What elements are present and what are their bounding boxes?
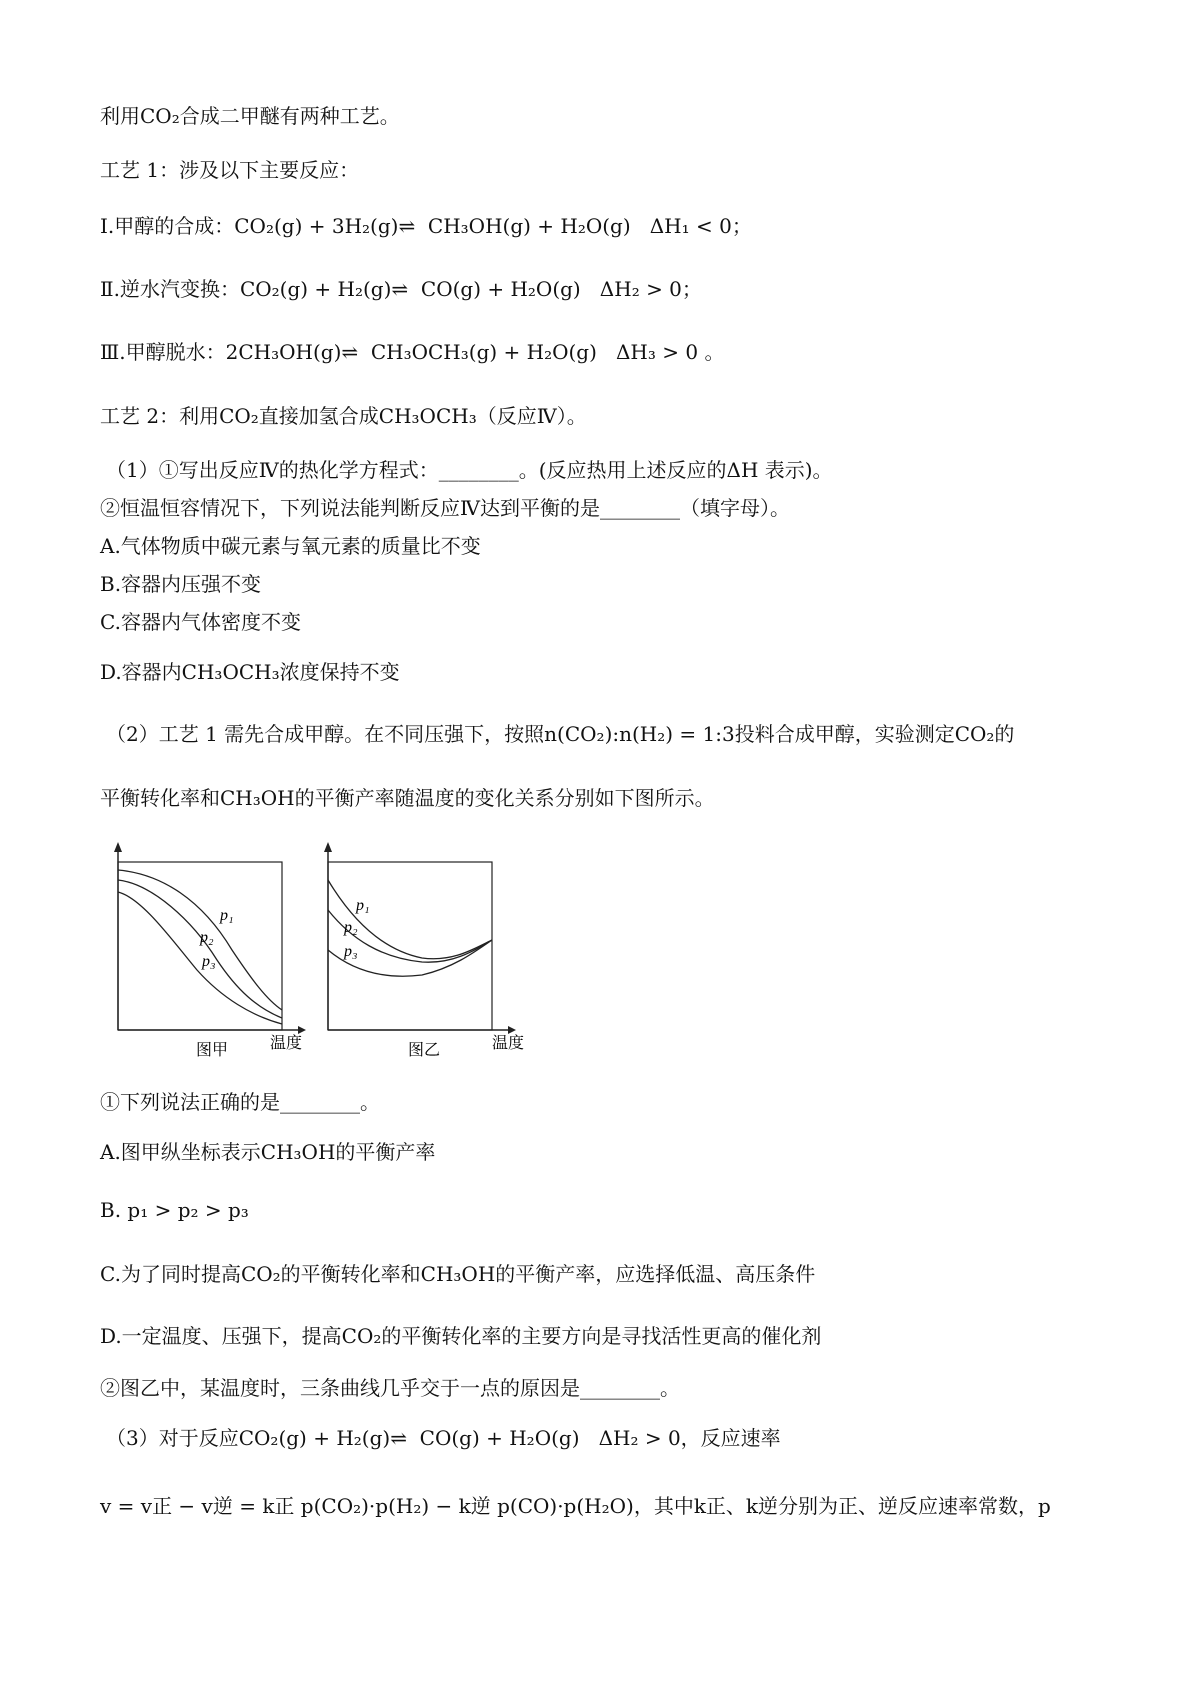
- text-line: ②恒温恒容情况下，下列说法能判断反应Ⅳ达到平衡的是________（填字母）。: [100, 496, 790, 520]
- right-caption: 图乙: [408, 1042, 441, 1059]
- curve-label: p₃: [202, 953, 216, 970]
- text-line: D.容器内CH₃OCH₃浓度保持不变: [100, 660, 400, 684]
- x-axis-label: 温度: [492, 1035, 525, 1052]
- right-panel: [324, 842, 524, 1059]
- text-line: D.一定温度、压强下，提高CO₂的平衡转化率的主要方向是寻找活性更高的催化剂: [100, 1324, 822, 1348]
- text-line: C.容器内气体密度不变: [100, 610, 301, 634]
- text-line: 工艺 1：涉及以下主要反应：: [100, 158, 360, 182]
- text-line: 平衡转化率和CH₃OH的平衡产率随温度的变化关系分别如下图所示。: [100, 786, 715, 810]
- text-line: ①下列说法正确的是________。: [100, 1090, 380, 1114]
- x-axis-arrow: [298, 1026, 306, 1034]
- figure-svg: [112, 840, 572, 1060]
- curve-label: p₁: [220, 907, 234, 924]
- x-axis-arrow: [508, 1026, 516, 1034]
- curve-p2: [118, 880, 282, 1018]
- text-line: Ⅱ.逆水汽变换：CO₂(g) + H₂(g)⇌ CO(g) + H₂O(g) ΔH₂ > 0；: [100, 277, 702, 301]
- figure: [112, 840, 572, 1060]
- text-line: C.为了同时提高CO₂的平衡转化率和CH₃OH的平衡产率，应选择低温、高压条件: [100, 1262, 816, 1286]
- text-line: B.容器内压强不变: [100, 572, 262, 596]
- curve-label: p₁: [356, 897, 370, 914]
- text-line: 工艺 2：利用CO₂直接加氢合成CH₃OCH₃（反应Ⅳ）。: [100, 404, 587, 428]
- text-line: B. p₁ > p₂ > p₃: [100, 1198, 249, 1222]
- text-line: A.气体物质中碳元素与氧元素的质量比不变: [100, 534, 481, 558]
- left-caption: 图甲: [196, 1042, 229, 1059]
- text-line: （2）工艺 1 需先合成甲醇。在不同压强下，按照n(CO₂):n(H₂) = 1:3投料合成甲醇，实验测定CO₂的: [106, 722, 1015, 746]
- x-axis-label: 温度: [270, 1035, 303, 1052]
- text-line: （1）①写出反应Ⅳ的热化学方程式：________。(反应热用上述反应的ΔH 表示)。: [106, 458, 833, 482]
- text-line: Ⅲ.甲醇脱水：2CH₃OH(g)⇌ CH₃OCH₃(g) + H₂O(g) ΔH₃ > 0 。: [100, 340, 725, 364]
- left-panel: [114, 842, 306, 1059]
- curve-label: p₂: [200, 929, 214, 946]
- text-line: v = v正 − v逆 = k正 p(CO₂)·p(H₂) − k逆 p(CO)·p(H₂O)，其中k正、k逆分别为正、逆反应速率常数，p: [100, 1494, 1051, 1518]
- text-line: （3）对于反应CO₂(g) + H₂(g)⇌ CO(g) + H₂O(g) ΔH₂ > 0，反应速率: [106, 1426, 781, 1450]
- y-axis-arrow: [114, 842, 122, 852]
- curve-label: p₂: [344, 919, 358, 936]
- text-line: 利用CO₂合成二甲醚有两种工艺。: [100, 104, 400, 128]
- text-line: ②图乙中，某温度时，三条曲线几乎交于一点的原因是________。: [100, 1376, 680, 1400]
- text-line: A.图甲纵坐标表示CH₃OH的平衡产率: [100, 1140, 436, 1164]
- text-line: Ⅰ.甲醇的合成：CO₂(g) + 3H₂(g)⇌ CH₃OH(g) + H₂O(g) ΔH₁ < 0；: [100, 214, 752, 238]
- y-axis-arrow: [324, 842, 332, 852]
- curve-label: p₃: [344, 943, 358, 960]
